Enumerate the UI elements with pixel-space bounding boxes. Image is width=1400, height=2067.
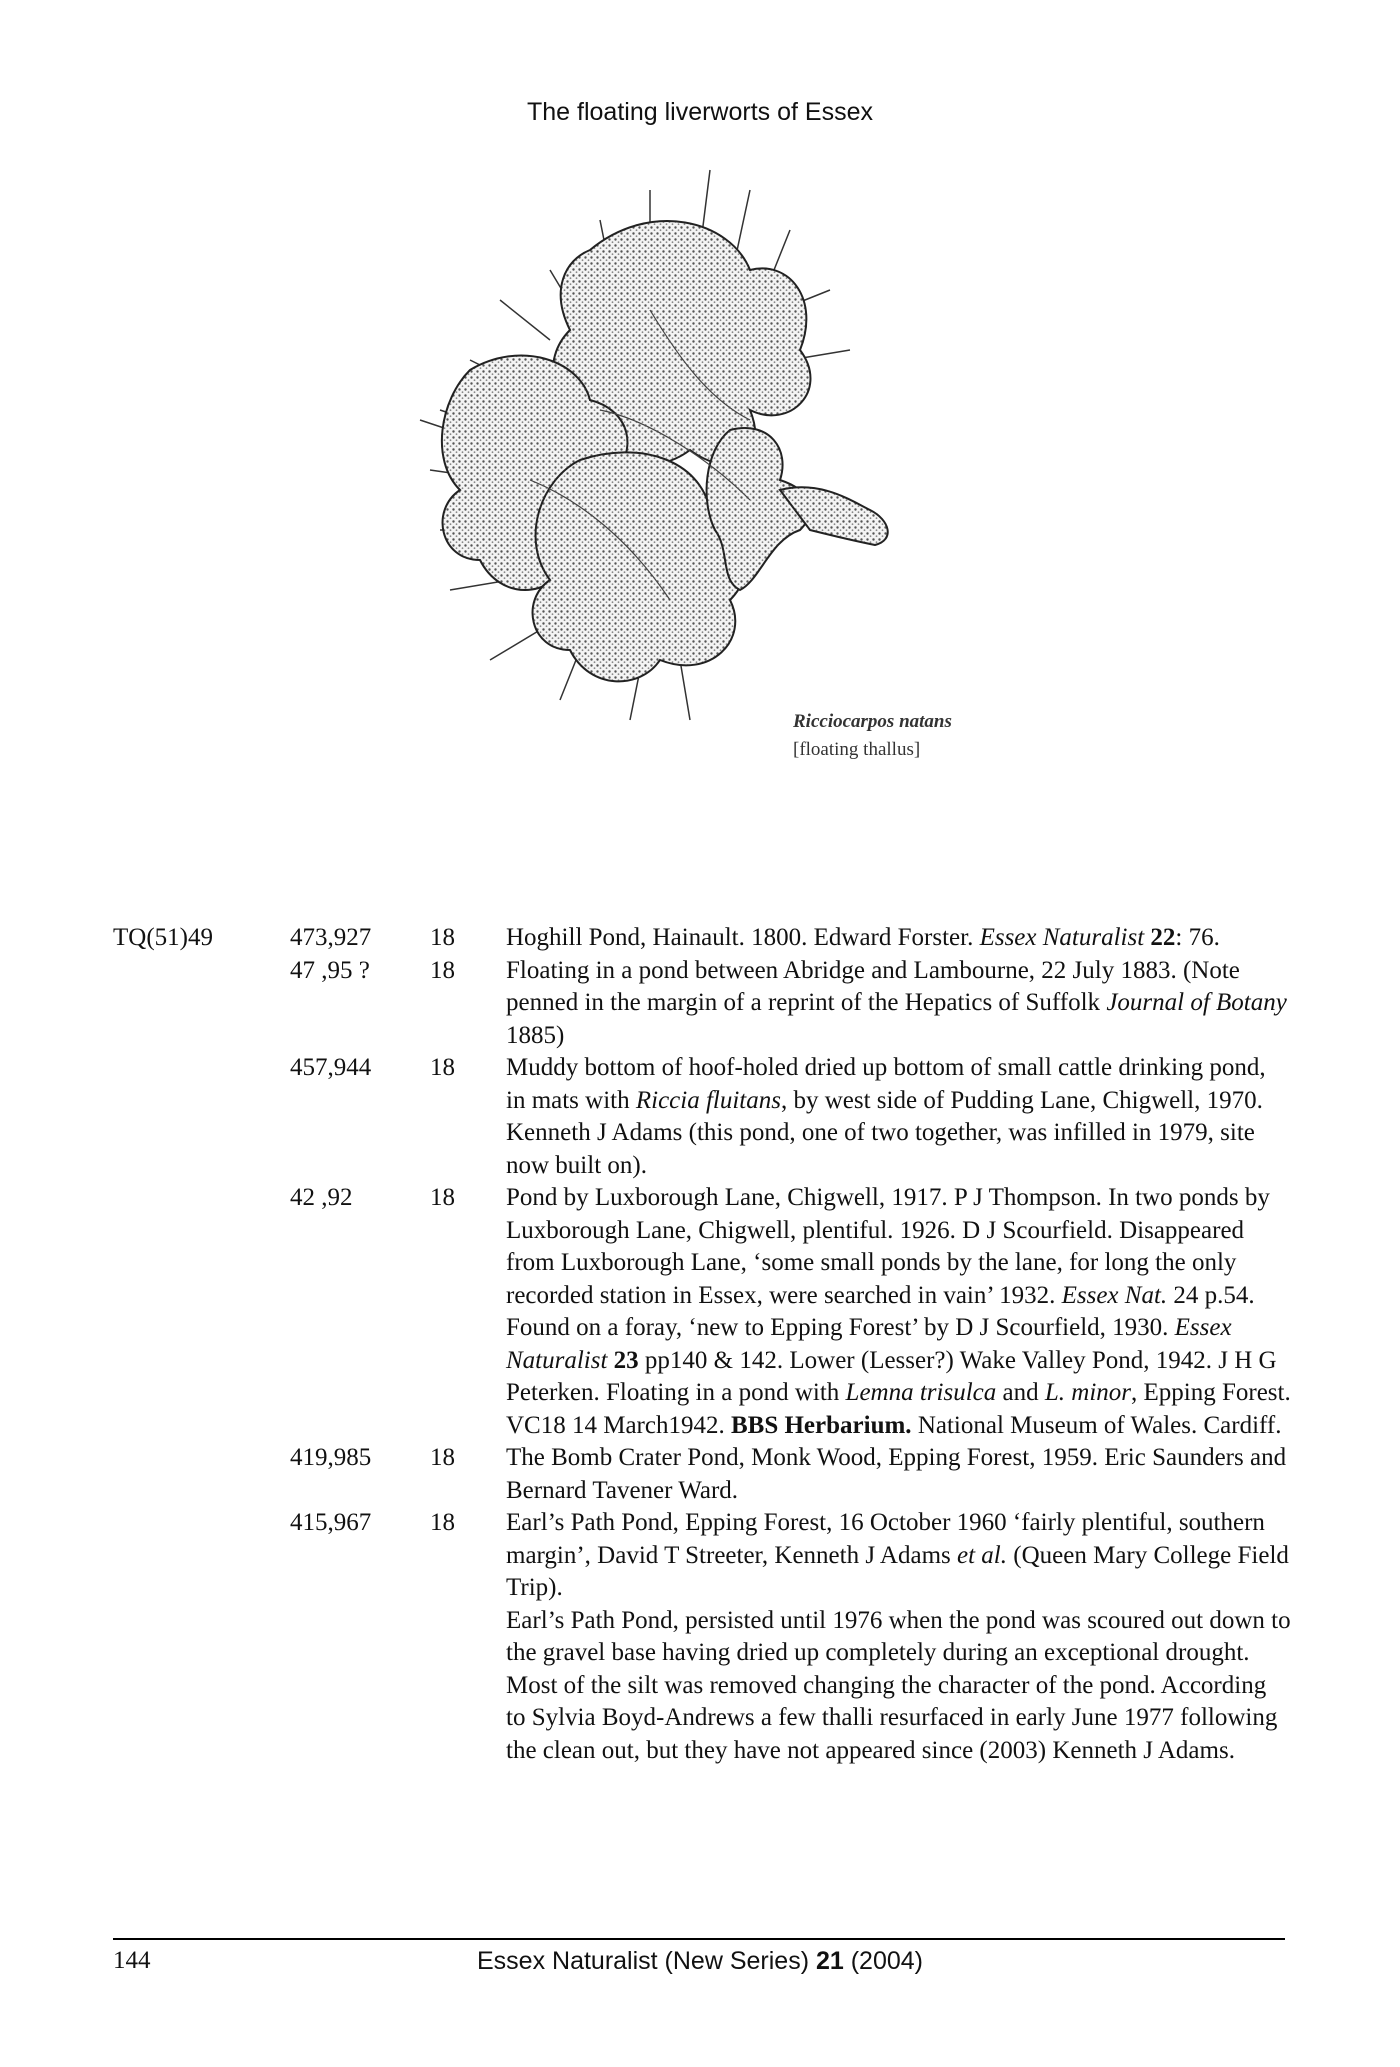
record-coordinates: 415,967 [290,1509,372,1536]
journal-volume: 21 [815,1947,844,1975]
text-run: , Epping Forest. VC18 14 March1942. [506,1379,1291,1439]
record-entry [0,1507,1400,1767]
italic-text: Riccia fluitans [635,1086,781,1114]
journal-prefix: Essex Naturalist (New Series) [476,1947,816,1975]
record-entry [0,922,1400,955]
record-coordinates: 473,927 [290,924,372,951]
record-entry [0,1182,1400,1442]
record-vice-county: 18 [430,1444,455,1471]
italic-text: Essex Nat. [1061,1281,1168,1309]
text-run: Earl’s Path Pond, persisted until 1976 when the pond was scoured out down to the gravel base having dried up completely during an exceptional drought. Most of the silt was removed changing the character of the pond. According to Sylvia Boyd-Andrews a few thalli resurfaced in early June 1977 following the clean out, but they have not appeared since (2003) Kenneth J Adams. [506,1606,1291,1764]
record-entry [0,955,1400,1053]
journal-citation [0,1947,1400,1976]
bold-text: BBS Herbarium. [730,1411,912,1439]
text-run: The Bomb Crater Pond, Monk Wood, Epping Forest, 1959. Eric Saunders and Bernard Tavener Ward. [506,1444,1287,1504]
record-coordinates: 47 ,95 ? [290,956,370,984]
record-description [506,1507,1291,1767]
text-run: and [996,1379,1045,1406]
italic-text: L. minor [1044,1379,1131,1406]
record-vice-county: 18 [430,1054,455,1081]
running-header: The floating liverworts of Essex [527,98,873,126]
caption-species: Ricciocarpos natans [793,711,952,732]
text-run: National Museum of Wales. Cardiff. [911,1411,1282,1439]
journal-suffix: (2004) [843,1947,923,1975]
record-entry [0,1052,1400,1182]
italic-text: Lemna trisulca [845,1379,997,1406]
footer-rule [113,1938,1285,1940]
record-coordinates: 42 ,92 [290,1184,353,1211]
record-vice-county: 18 [430,924,455,951]
record-vice-county: 18 [430,956,455,984]
record-grid-ref: TQ(51)49 [113,924,213,951]
records-list [0,922,1400,1767]
text-run: : 76. [1175,924,1220,951]
page-number: 144 [113,1947,151,1974]
record-vice-county: 18 [430,1509,455,1536]
figure-caption [793,708,952,764]
record-coordinates: 419,985 [290,1444,372,1471]
record-description [506,1052,1291,1182]
italic-text: Journal of Botany [1106,989,1287,1016]
text-run: Pond by Luxborough Lane, Chigwell, 1917. P J Thompson. In two ponds by Luxborough Lane, Chigwell, plentiful. 1926. D J Scourfield. Disappeared from Luxborough Lane, ‘some small ponds by the lane, for long the only recorded station in Essex, were searched in vain’ 1932. [506,1184,1270,1309]
text-run: Hoghill Pond, Hainault. 1800. Edward Forster. [506,924,980,951]
text-run: (Queen Mary College Field Trip). [506,1541,1289,1601]
italic-text: Essex Naturalist [979,924,1145,951]
record-vice-county: 18 [430,1184,455,1211]
record-coordinates: 457,944 [290,1054,372,1081]
bold-text: 22 [1150,924,1176,951]
text-run: Floating in a pond between Abridge and Lambourne, 22 July 1883. (Note penned in the margin of a reprint of the Hepatics of Suffolk [506,956,1240,1016]
bold-text: 23 [613,1346,639,1374]
record-description [506,1442,1291,1507]
record-entry [0,1442,1400,1507]
record-description [506,922,1291,955]
italic-text: Essex Naturalist [506,1314,1232,1374]
text-run: 24 p.54. Found on a foray, ‘new to Epping Forest’ by D J Scourfield, 1930. [506,1281,1255,1341]
caption-note: [floating thallus] [793,739,921,760]
record-description [506,1182,1291,1442]
text-run: , by west side of Pudding Lane, Chigwell, 1970. Kenneth J Adams (this pond, one of two together, was infilled in 1979, site now built on). [506,1086,1263,1179]
text-run: Earl’s Path Pond, Epping Forest, 16 October 1960 ‘fairly plentiful, southern margin’, David T Streeter, Kenneth J Adams [506,1509,1265,1569]
text-run: Muddy bottom of hoof-holed dried up bottom of small cattle drinking pond, in mats with [506,1054,1266,1114]
record-description [506,955,1291,1053]
italic-text: et al. [957,1541,1008,1569]
text-run: pp140 & 142. Lower (Lesser?) Wake Valley Pond, 1942. J H G Peterken. Floating in a pond with [506,1346,1277,1406]
text-run: 1885) [506,1021,565,1049]
